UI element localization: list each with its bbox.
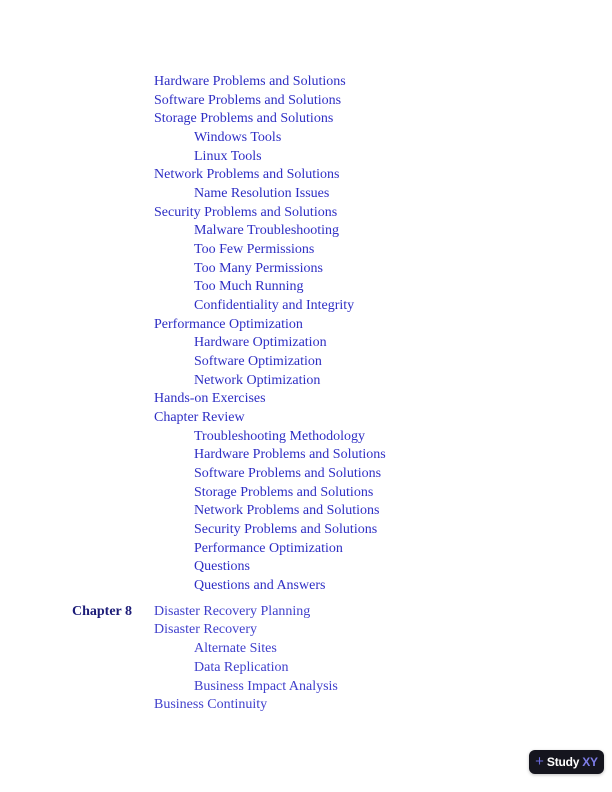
toc-entry[interactable]: Network Problems and Solutions (194, 503, 380, 519)
logo-text-xy: XY (582, 755, 598, 769)
toc-entry[interactable]: Troubleshooting Methodology (194, 428, 365, 444)
toc-list-chapter8 (0, 621, 612, 714)
toc-entry[interactable]: Performance Optimization (194, 540, 343, 556)
studyxy-logo (529, 750, 604, 774)
toc-chapter8-row (0, 603, 612, 622)
toc-entry[interactable]: Business Impact Analysis (194, 678, 338, 694)
toc-entry[interactable]: Data Replication (194, 659, 289, 675)
toc-list-chapter7 (0, 73, 612, 596)
chapter8-title-link[interactable]: Disaster Recovery Planning (154, 603, 311, 619)
toc-entry[interactable]: Network Optimization (194, 372, 321, 388)
toc-entry[interactable]: Security Problems and Solutions (194, 522, 378, 538)
table-of-contents (0, 73, 612, 715)
toc-entry[interactable]: Chapter Review (154, 410, 245, 426)
toc-entry[interactable]: Linux Tools (194, 148, 262, 164)
chapter8-label: Chapter 8 (72, 603, 133, 619)
toc-entry[interactable]: Windows Tools (194, 130, 282, 146)
toc-entry[interactable]: Questions and Answers (194, 578, 326, 594)
toc-entry[interactable]: Storage Problems and Solutions (154, 111, 334, 127)
toc-entry[interactable]: Performance Optimization (154, 316, 303, 332)
toc-entry[interactable]: Hands-on Exercises (154, 391, 266, 407)
toc-entry[interactable]: Confidentiality and Integrity (194, 298, 355, 314)
toc-entry[interactable]: Network Problems and Solutions (154, 167, 340, 183)
toc-entry[interactable]: Software Problems and Solutions (194, 466, 382, 482)
toc-entry[interactable]: Security Problems and Solutions (154, 204, 338, 220)
toc-entry[interactable]: Too Many Permissions (194, 260, 323, 276)
logo-text-study: Study (546, 755, 580, 769)
toc-entry[interactable]: Malware Troubleshooting (194, 223, 340, 239)
toc-entry[interactable]: Questions (194, 559, 250, 575)
toc-entry[interactable]: Too Few Permissions (194, 242, 315, 258)
toc-entry[interactable]: Disaster Recovery (154, 622, 258, 638)
plus-icon: + (535, 753, 544, 770)
toc-entry[interactable]: Alternate Sites (194, 641, 277, 657)
toc-entry[interactable]: Business Continuity (154, 697, 268, 713)
toc-entry[interactable]: Software Optimization (194, 354, 322, 370)
toc-entry[interactable]: Software Problems and Solutions (154, 92, 342, 108)
toc-entry[interactable]: Hardware Problems and Solutions (154, 74, 346, 89)
toc-entry[interactable]: Name Resolution Issues (194, 186, 330, 202)
toc-entry[interactable]: Too Much Running (194, 279, 304, 295)
toc-entry[interactable]: Hardware Problems and Solutions (194, 447, 386, 463)
toc-entry[interactable]: Hardware Optimization (194, 335, 327, 351)
toc-entry[interactable]: Storage Problems and Solutions (194, 484, 374, 500)
